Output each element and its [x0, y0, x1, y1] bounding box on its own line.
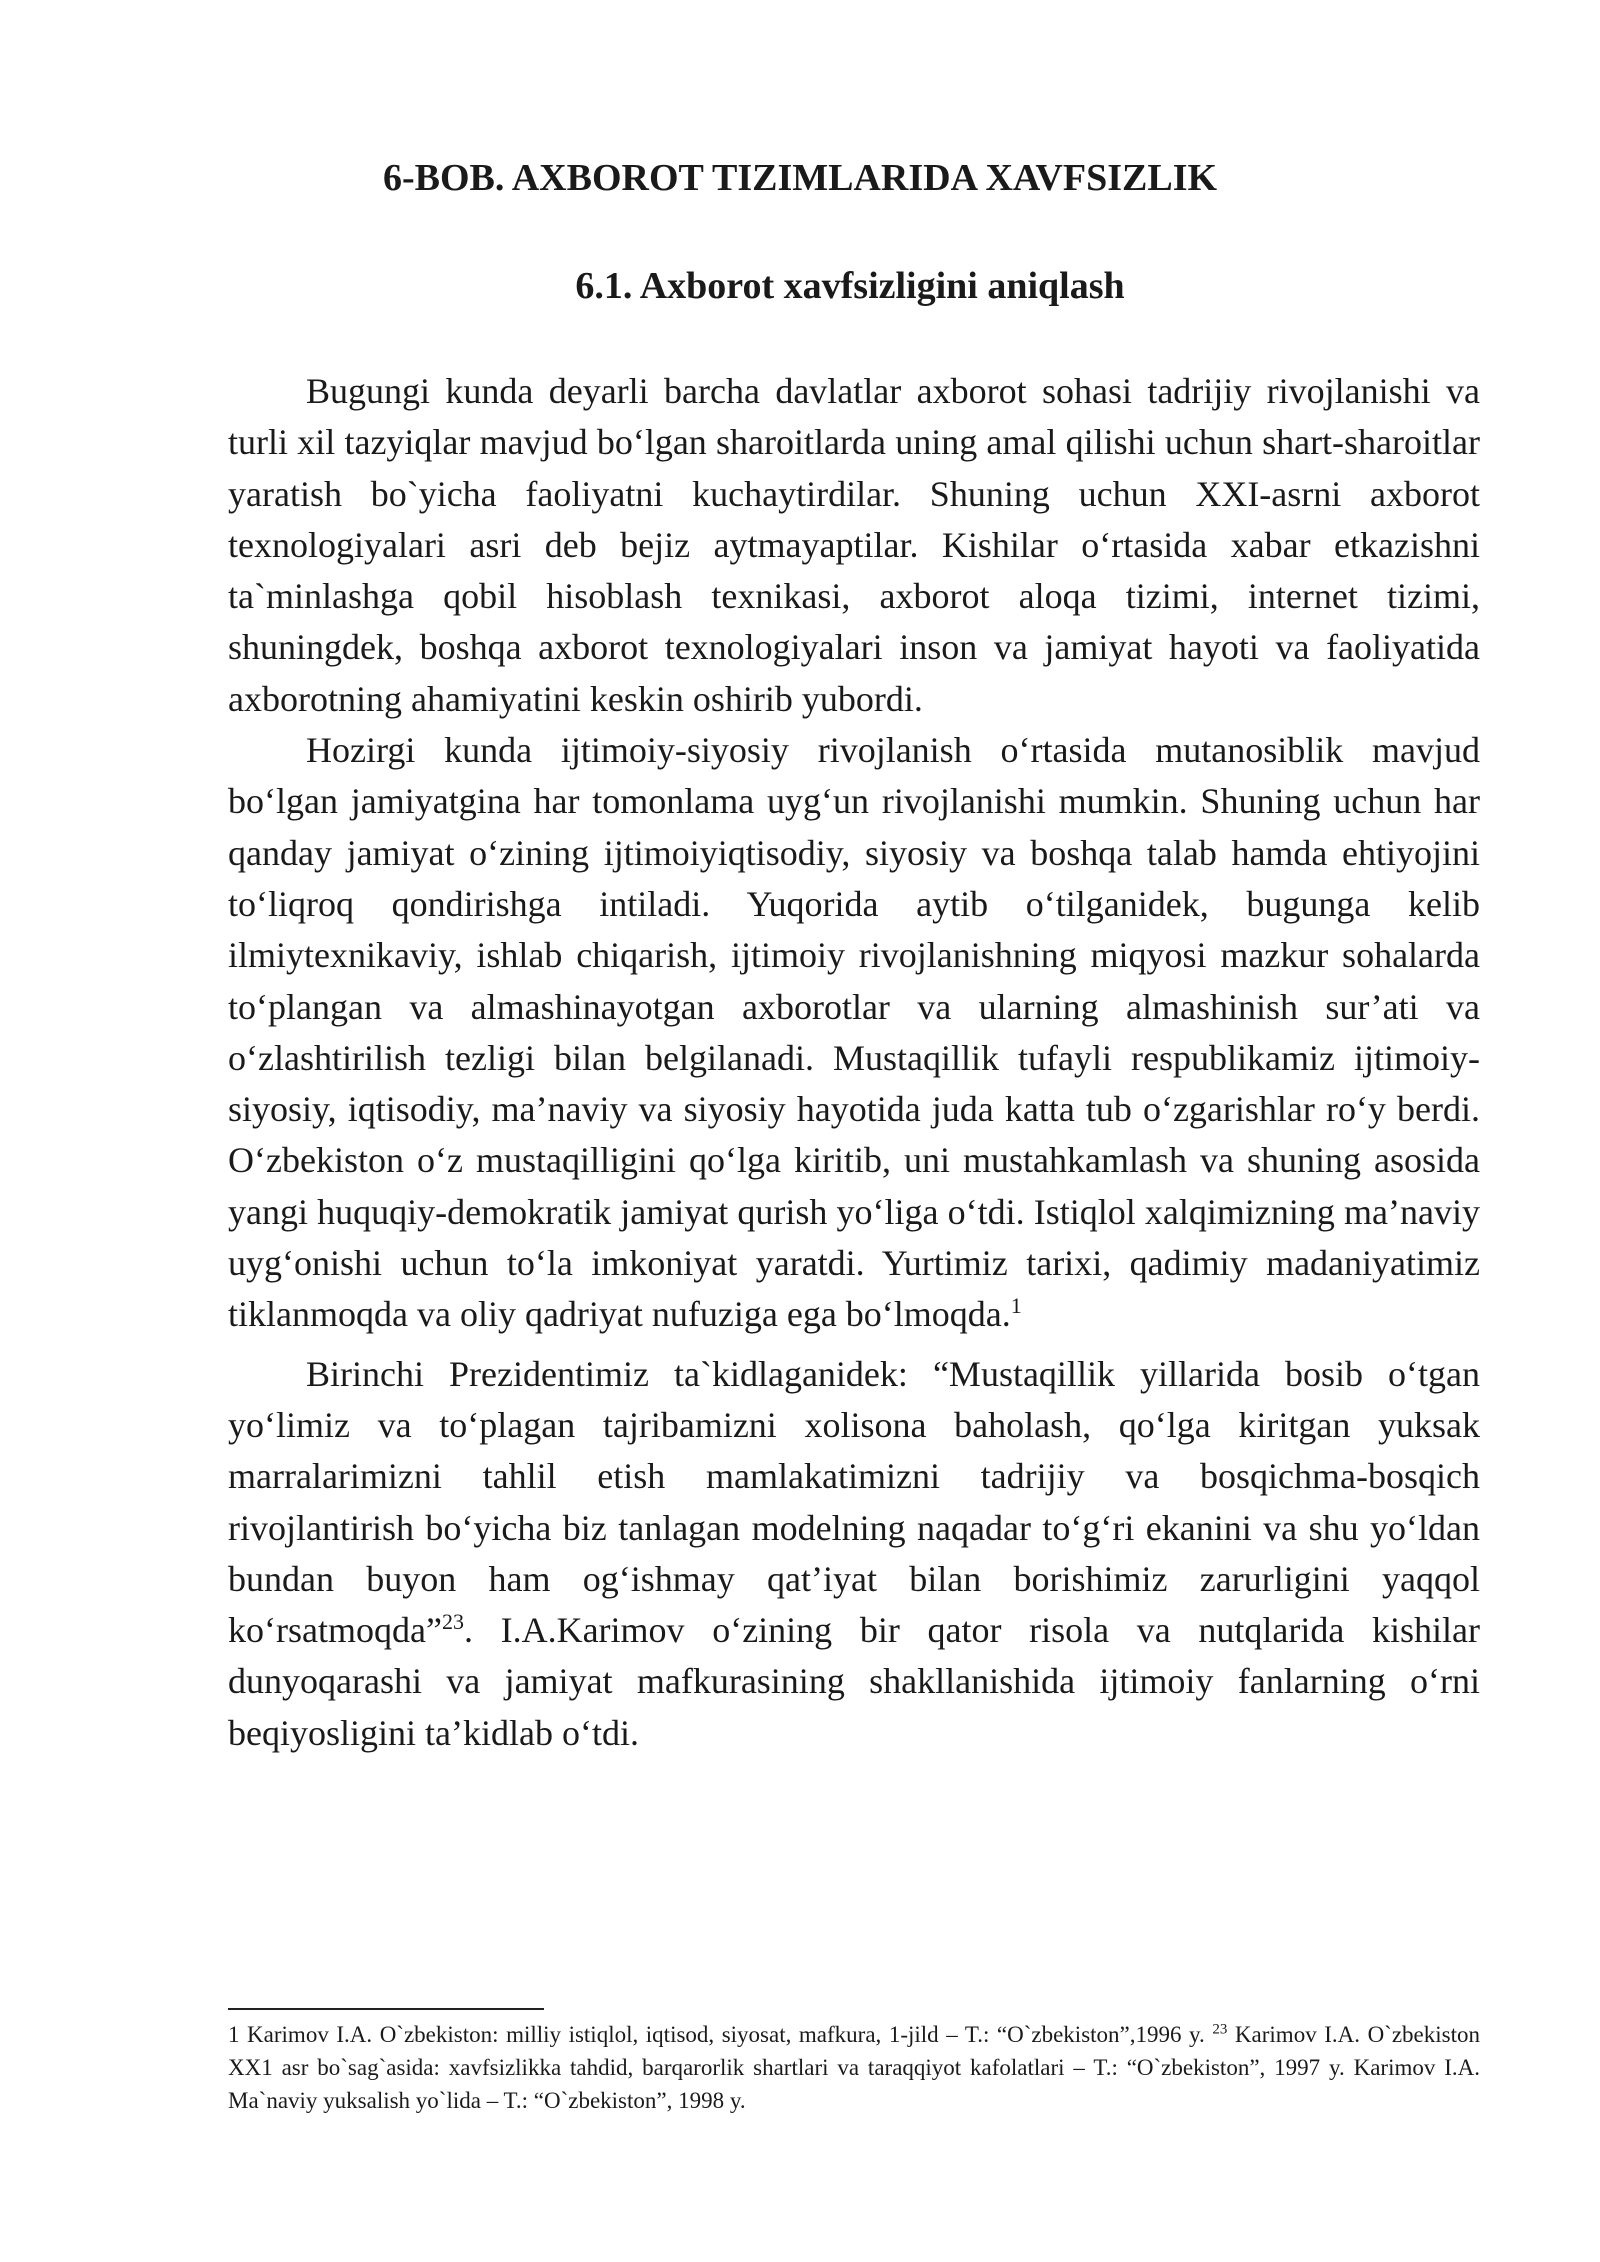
section-title: 6.1. Axborot xavfsizligini aniqlash [575, 265, 1125, 307]
paragraph-2 [228, 725, 1480, 1341]
footnote-2-ref: 23 [1212, 2021, 1228, 2038]
footnote-separator [228, 2008, 544, 2010]
footnotes [228, 2018, 1480, 2117]
footnote-2: Karimov I.A. O`zbekiston XX1 asr bo`sag`asida: xavfsizlikka tahdid, barqarorlik shartlari va taraqqiyot kafolatlari – T.: “O`zbekiston”, 1997 y. Karimov I.A. Ma`naviy yuksalish yo`lida – T.: “O`zbekiston”, 1998 y. [228, 2022, 1480, 2113]
paragraph-2-text: Hozirgi kunda ijtimoiy-siyosiy rivojlanish o‘rtasida mutanosiblik mavjud bo‘lgan jamiyatgina har tomonlama uyg‘un rivojlanishi mumkin. Shuning uchun har qanday jamiyat o‘zining ijtimoiyiqtisodiy, siyosiy va boshqa talab hamda ehtiyojini to‘liqroq qondirishga intiladi. Yuqorida aytib o‘tilganidek, bugunga kelib ilmiytexnikaviy, ishlab chiqarish, ijtimoiy rivojlanishning miqyosi mazkur sohalarda to‘plangan va almashinayotgan axborotlar va ularning almashinish sur’ati va o‘zlashtirilish tezligi bilan belgilanadi. Mustaqillik tufayli respublikamiz ijtimoiy-siyosiy, iqtisodiy, ma’naviy va siyosiy hayotida juda katta tub o‘zgarishlar ro‘y berdi. O‘zbekiston o‘z mustaqilligini qo‘lga kiritib, uni mustahkamlash va shuning asosida yangi huquqiy-demokratik jamiyat qurish yo‘liga o‘tdi. Istiqlol xalqimizning ma’naviy uyg‘onishi uchun to‘la imkoniyat yaratdi. Yurtimiz tarixi, qadimiy madaniyatimiz tiklanmoqda va oliy qadriyat nufuziga ega bo‘lmoqda. [228, 730, 1480, 1335]
paragraph-3-tail: . I.A.Karimov o‘zining bir qator risola va nutqlarida kishilar dunyoqarashi va jamiyat mafkurasining shakllanishida ijtimoiy fanlarning o‘rni beqiyosligini ta’kidlab o‘tdi. [228, 1610, 1480, 1753]
paragraph-3 [228, 1349, 1480, 1759]
footnote-1: 1 Karimov I.A. O`zbekiston: milliy istiqlol, iqtisod, siyosat, mafkura, 1-jild – T.: “O`zbekiston”,1996 y. [228, 2022, 1213, 2047]
footnote-ref-1: 1 [1010, 1293, 1022, 1319]
body-text [228, 366, 1480, 1759]
chapter-title: 6-BOB. AXBOROT TIZIMLARIDA XAVFSIZLIK [382, 157, 1218, 199]
paragraph-1: Bugungi kunda deyarli barcha davlatlar axborot sohasi tadrijiy rivojlanishi va turli xil tazyiqlar mavjud bo‘lgan sharoitlarda uning amal qilishi uchun shart-sharoitlar yaratish bo`yicha faoliyatni kuchaytirdilar. Shuning uchun XXI-asrni axborot texnologiyalari asri deb bejiz aytmayaptilar. Kishilar o‘rtasida xabar etkazishni ta`minlashga qobil hisoblash texnikasi, axborot aloqa tizimi, internet tizimi, shuningdek, boshqa axborot texnologiyalari inson va jamiyat hayoti va faoliyatida axborotning ahamiyatini keskin oshirib yubordi. [228, 371, 1480, 719]
paragraph-3-text: Birinchi Prezidentimiz ta`kidlaganidek: “Mustaqillik yillarida bosib o‘tgan yo‘limiz va to‘plagan tajribamizni xolisona baholash, qo‘lga kiritgan yuksak marralarimizni tahlil etish mamlakatimizni tadrijiy va bosqichma-bosqich rivojlantirish bo‘yicha biz tanlagan modelning naqadar to‘g‘ri ekanini va shu yo‘ldan bundan buyon ham og‘ishmay qat’iyat bilan borishimiz zarurligini yaqqol ko‘rsatmoqda” [228, 1353, 1480, 1651]
footnote-ref-23: 23 [441, 1609, 464, 1635]
